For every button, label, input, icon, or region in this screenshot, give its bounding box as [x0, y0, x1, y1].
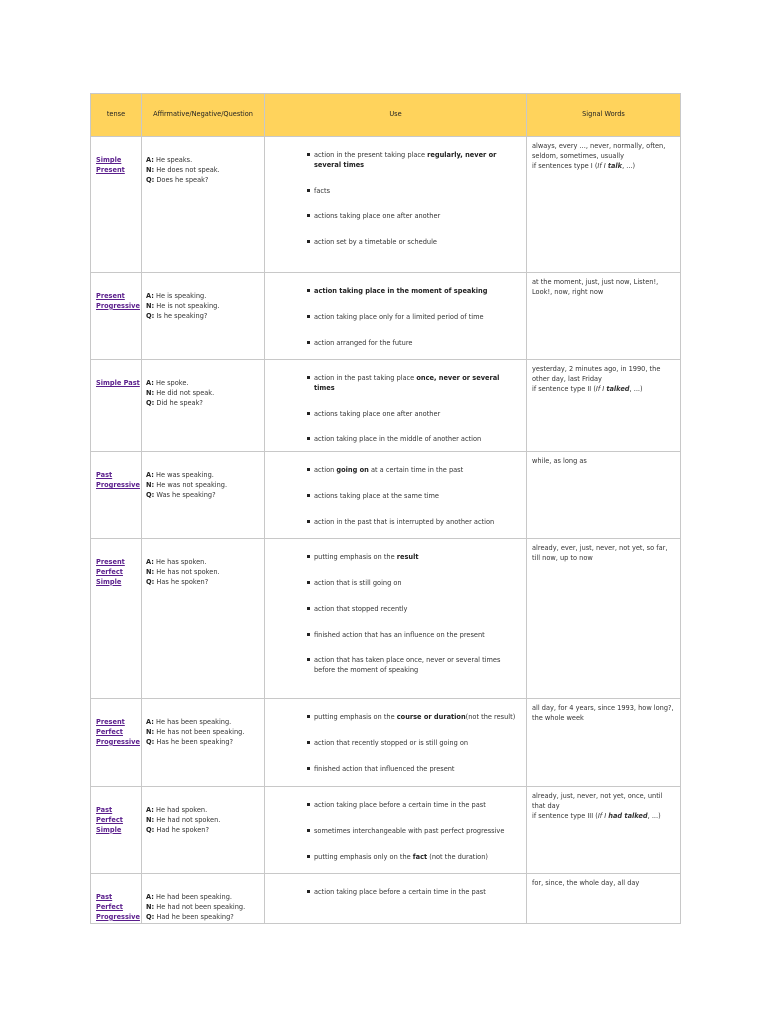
- text-segment: , ...): [629, 384, 643, 393]
- form-text: He has not been speaking.: [156, 727, 245, 736]
- use-item: [314, 151, 520, 171]
- form-line: A: He is speaking.: [146, 292, 207, 300]
- tense-link[interactable]: Past Perfect Simple: [96, 806, 123, 834]
- text-segment: sometimes interchangeable with past perfect progressive: [314, 826, 505, 835]
- use-cell: [265, 787, 527, 874]
- text-segment: at the moment, just, just now, Listen!, Look!, now, right now: [532, 278, 659, 296]
- form-text: He is speaking.: [155, 292, 207, 300]
- form-line: N: He was not speaking.: [146, 480, 228, 489]
- signal-words-cell: [527, 874, 681, 923]
- text-segment: actions taking place one after another: [314, 212, 441, 221]
- text-segment: If I: [597, 161, 608, 170]
- text-segment: action that recently stopped or is still going on: [314, 738, 469, 747]
- text-segment: course or duration: [396, 713, 466, 722]
- signal-line: [532, 792, 676, 812]
- use-item: [314, 739, 520, 749]
- tense-link[interactable]: Past Progressive: [96, 471, 140, 489]
- form-text: Had he been speaking?: [156, 912, 234, 921]
- text-segment: regularly, never or several times: [314, 151, 497, 169]
- text-segment: action in the past that is interrupted by another action: [314, 517, 495, 526]
- text-segment: action: [314, 466, 337, 475]
- form-line: Q: Was he speaking?: [146, 490, 216, 499]
- tense-link[interactable]: Present Perfect Simple: [96, 558, 125, 586]
- form-text: He was speaking.: [155, 471, 214, 480]
- tense-link[interactable]: Simple Present: [96, 156, 125, 174]
- tense-table: [90, 93, 681, 924]
- use-item: [314, 605, 520, 615]
- form-line: A: He has spoken.: [146, 558, 207, 567]
- forms-cell: [142, 699, 265, 787]
- text-segment: talk: [607, 161, 623, 170]
- signal-line: [532, 704, 676, 724]
- signal-line: [532, 142, 676, 162]
- signal-words-cell: [527, 699, 681, 787]
- text-segment: yesterday, 2 minutes ago, in 1990, the other day, last Friday: [532, 365, 661, 383]
- text-segment: (not the duration): [427, 852, 488, 861]
- tense-cell: [91, 787, 142, 874]
- signal-line: [532, 365, 676, 385]
- use-item: [314, 888, 520, 898]
- form-text: He has been speaking.: [155, 718, 232, 727]
- form-text: Is he speaking?: [156, 311, 208, 320]
- use-item: [314, 713, 520, 723]
- text-segment: finished action that has an influence on the present: [314, 630, 485, 639]
- use-item: [314, 410, 520, 420]
- text-segment: action set by a timetable or schedule: [314, 238, 437, 247]
- text-segment: action that stopped recently: [314, 604, 408, 613]
- use-item: [314, 492, 520, 502]
- text-segment: always, every ..., never, normally, often, seldom, sometimes, usually: [532, 142, 666, 160]
- form-text: He spoke.: [155, 379, 189, 387]
- use-cell: [265, 452, 527, 539]
- forms-cell: [142, 452, 265, 539]
- text-segment: going on: [336, 466, 369, 475]
- forms-cell: [142, 360, 265, 452]
- text-segment: once, never or several times: [314, 374, 500, 392]
- form-line: Q: Has he been speaking?: [146, 737, 234, 746]
- use-cell: [265, 874, 527, 923]
- signal-line: [532, 162, 676, 172]
- tense-cell: [91, 699, 142, 787]
- text-segment: talked: [606, 384, 630, 393]
- form-line: N: He has not been speaking.: [146, 727, 245, 736]
- text-segment: if sentence type II (: [532, 384, 596, 393]
- text-segment: if sentences type I (: [532, 161, 598, 170]
- use-item: [314, 435, 520, 445]
- use-item: [314, 212, 520, 222]
- tense-cell: [91, 452, 142, 539]
- text-segment: If I: [595, 384, 607, 393]
- table-row: [91, 874, 681, 923]
- text-segment: If I: [597, 811, 609, 820]
- tense-link[interactable]: Present Perfect Progressive: [96, 718, 140, 746]
- signal-words-cell: [527, 539, 681, 699]
- use-item: [314, 827, 520, 837]
- form-text: He had not been speaking.: [156, 902, 246, 911]
- form-line: A: He had been speaking.: [146, 893, 232, 902]
- form-line: Q: Did he speak?: [146, 398, 203, 407]
- text-segment: putting emphasis only on the: [314, 852, 413, 861]
- tense-cell: [91, 539, 142, 699]
- text-segment: already, ever, just, never, not yet, so far, till now, up to now: [532, 544, 668, 562]
- text-segment: finished action that influenced the present: [314, 764, 455, 773]
- use-item: [314, 466, 520, 476]
- form-text: Does he speak?: [156, 175, 209, 184]
- tense-cell: [91, 874, 142, 923]
- text-segment: , ...): [647, 811, 661, 820]
- form-line: N: He had not been speaking.: [146, 902, 246, 911]
- use-item: [314, 187, 520, 197]
- form-line: A: He speaks.: [146, 156, 193, 164]
- tense-link[interactable]: Past Perfect Progressive: [96, 893, 140, 921]
- signal-words-cell: [527, 787, 681, 874]
- tense-link[interactable]: Simple Past: [96, 379, 140, 387]
- text-segment: action arranged for the future: [314, 338, 413, 347]
- header-forms: Affirmative/Negative/Question: [142, 94, 265, 137]
- tense-cell: [91, 137, 142, 273]
- form-text: He has not spoken.: [156, 567, 220, 576]
- text-segment: facts: [314, 186, 331, 195]
- table-row: [91, 273, 681, 360]
- signal-words-cell: [527, 360, 681, 452]
- table-row: [91, 452, 681, 539]
- header-row: [91, 94, 681, 137]
- text-segment: action in the past taking place: [314, 374, 417, 382]
- forms-cell: [142, 539, 265, 699]
- form-text: He is not speaking.: [156, 301, 220, 310]
- form-line: N: He does not speak.: [146, 165, 220, 174]
- tense-cell: [91, 273, 142, 360]
- header-signal-words: Signal Words: [527, 94, 681, 137]
- signal-words-cell: [527, 137, 681, 273]
- form-line: N: He has not spoken.: [146, 567, 220, 576]
- form-text: He had not spoken.: [156, 815, 221, 824]
- form-text: He had been speaking.: [155, 893, 232, 902]
- text-segment: at a certain time in the past: [368, 466, 464, 475]
- text-segment: if sentence type III (: [532, 811, 598, 820]
- form-line: Q: Is he speaking?: [146, 311, 208, 320]
- use-cell: [265, 273, 527, 360]
- use-item: [314, 656, 520, 676]
- text-segment: , ...): [622, 161, 636, 170]
- form-text: He had spoken.: [155, 806, 208, 815]
- text-segment: actions taking place at the same time: [314, 491, 439, 500]
- signal-line: [532, 812, 676, 822]
- text-segment: action in the present taking place: [314, 151, 428, 159]
- use-item: [314, 339, 520, 349]
- text-segment: putting emphasis on the: [314, 553, 397, 562]
- form-text: Has he been speaking?: [156, 737, 234, 746]
- table-row: [91, 137, 681, 273]
- use-cell: [265, 699, 527, 787]
- form-line: Q: Had he been speaking?: [146, 912, 234, 921]
- forms-cell: [142, 874, 265, 923]
- text-segment: already, just, never, not yet, once, until that day: [532, 792, 663, 810]
- text-segment: putting emphasis on the: [314, 713, 397, 722]
- use-item: [314, 518, 520, 528]
- signal-line: [532, 544, 676, 564]
- use-item: [314, 287, 520, 297]
- text-segment: action taking place only for a limited period of time: [314, 312, 484, 321]
- form-text: Has he spoken?: [156, 577, 209, 586]
- form-line: Q: Does he speak?: [146, 175, 209, 184]
- header-tense: tense: [91, 94, 142, 137]
- text-segment: had talked: [608, 811, 648, 820]
- use-cell: [265, 539, 527, 699]
- tense-link[interactable]: Present Progressive: [96, 292, 140, 310]
- text-segment: for, since, the whole day, all day: [532, 879, 640, 888]
- text-segment: action taking place in the middle of another action: [314, 435, 482, 444]
- form-text: Did he speak?: [156, 398, 203, 407]
- form-text: He does not speak.: [156, 165, 220, 174]
- table-row: [91, 360, 681, 452]
- form-text: He was not speaking.: [156, 480, 228, 489]
- form-line: A: He had spoken.: [146, 806, 208, 815]
- header-use: Use: [265, 94, 527, 137]
- signal-line: [532, 385, 676, 395]
- tense-cell: [91, 360, 142, 452]
- forms-cell: [142, 787, 265, 874]
- use-item: [314, 238, 520, 248]
- text-segment: (not the result): [465, 713, 516, 722]
- signal-line: [532, 879, 676, 889]
- use-item: [314, 553, 520, 563]
- table-row: [91, 699, 681, 787]
- form-text: He speaks.: [155, 156, 193, 164]
- use-item: [314, 765, 520, 775]
- forms-cell: [142, 273, 265, 360]
- text-segment: result: [396, 553, 419, 562]
- text-segment: action taking place in the moment of speaking: [314, 287, 488, 295]
- form-text: He did not speak.: [156, 388, 215, 397]
- use-item: [314, 801, 520, 811]
- use-item: [314, 631, 520, 641]
- text-segment: action taking place before a certain time in the past: [314, 801, 486, 810]
- use-item: [314, 313, 520, 323]
- table-row: [91, 539, 681, 699]
- form-line: A: He spoke.: [146, 379, 189, 387]
- use-item: [314, 374, 520, 394]
- text-segment: action that is still going on: [314, 578, 402, 587]
- text-segment: action that has taken place once, never or several times before the moment of speaking: [314, 656, 501, 675]
- text-segment: fact: [412, 852, 428, 861]
- form-line: N: He did not speak.: [146, 388, 215, 397]
- table-body: [91, 137, 681, 924]
- form-line: Q: Had he spoken?: [146, 825, 209, 834]
- table-row: [91, 787, 681, 874]
- form-text: Had he spoken?: [156, 825, 209, 834]
- form-text: He has spoken.: [155, 558, 207, 567]
- text-segment: actions taking place one after another: [314, 409, 441, 418]
- use-item: [314, 853, 520, 863]
- signal-words-cell: [527, 273, 681, 360]
- form-text: Was he speaking?: [156, 490, 216, 499]
- use-item: [314, 579, 520, 589]
- form-line: N: He is not speaking.: [146, 301, 220, 310]
- signal-line: [532, 457, 676, 467]
- signal-line: [532, 278, 676, 298]
- form-line: A: He has been speaking.: [146, 718, 232, 727]
- forms-cell: [142, 137, 265, 273]
- form-line: Q: Has he spoken?: [146, 577, 209, 586]
- text-segment: action taking place before a certain time in the past: [314, 888, 486, 897]
- use-cell: [265, 137, 527, 273]
- text-segment: while, as long as: [532, 457, 587, 466]
- signal-words-cell: [527, 452, 681, 539]
- use-cell: [265, 360, 527, 452]
- text-segment: all day, for 4 years, since 1993, how long?, the whole week: [532, 704, 674, 722]
- form-line: A: He was speaking.: [146, 471, 214, 480]
- form-line: N: He had not spoken.: [146, 815, 221, 824]
